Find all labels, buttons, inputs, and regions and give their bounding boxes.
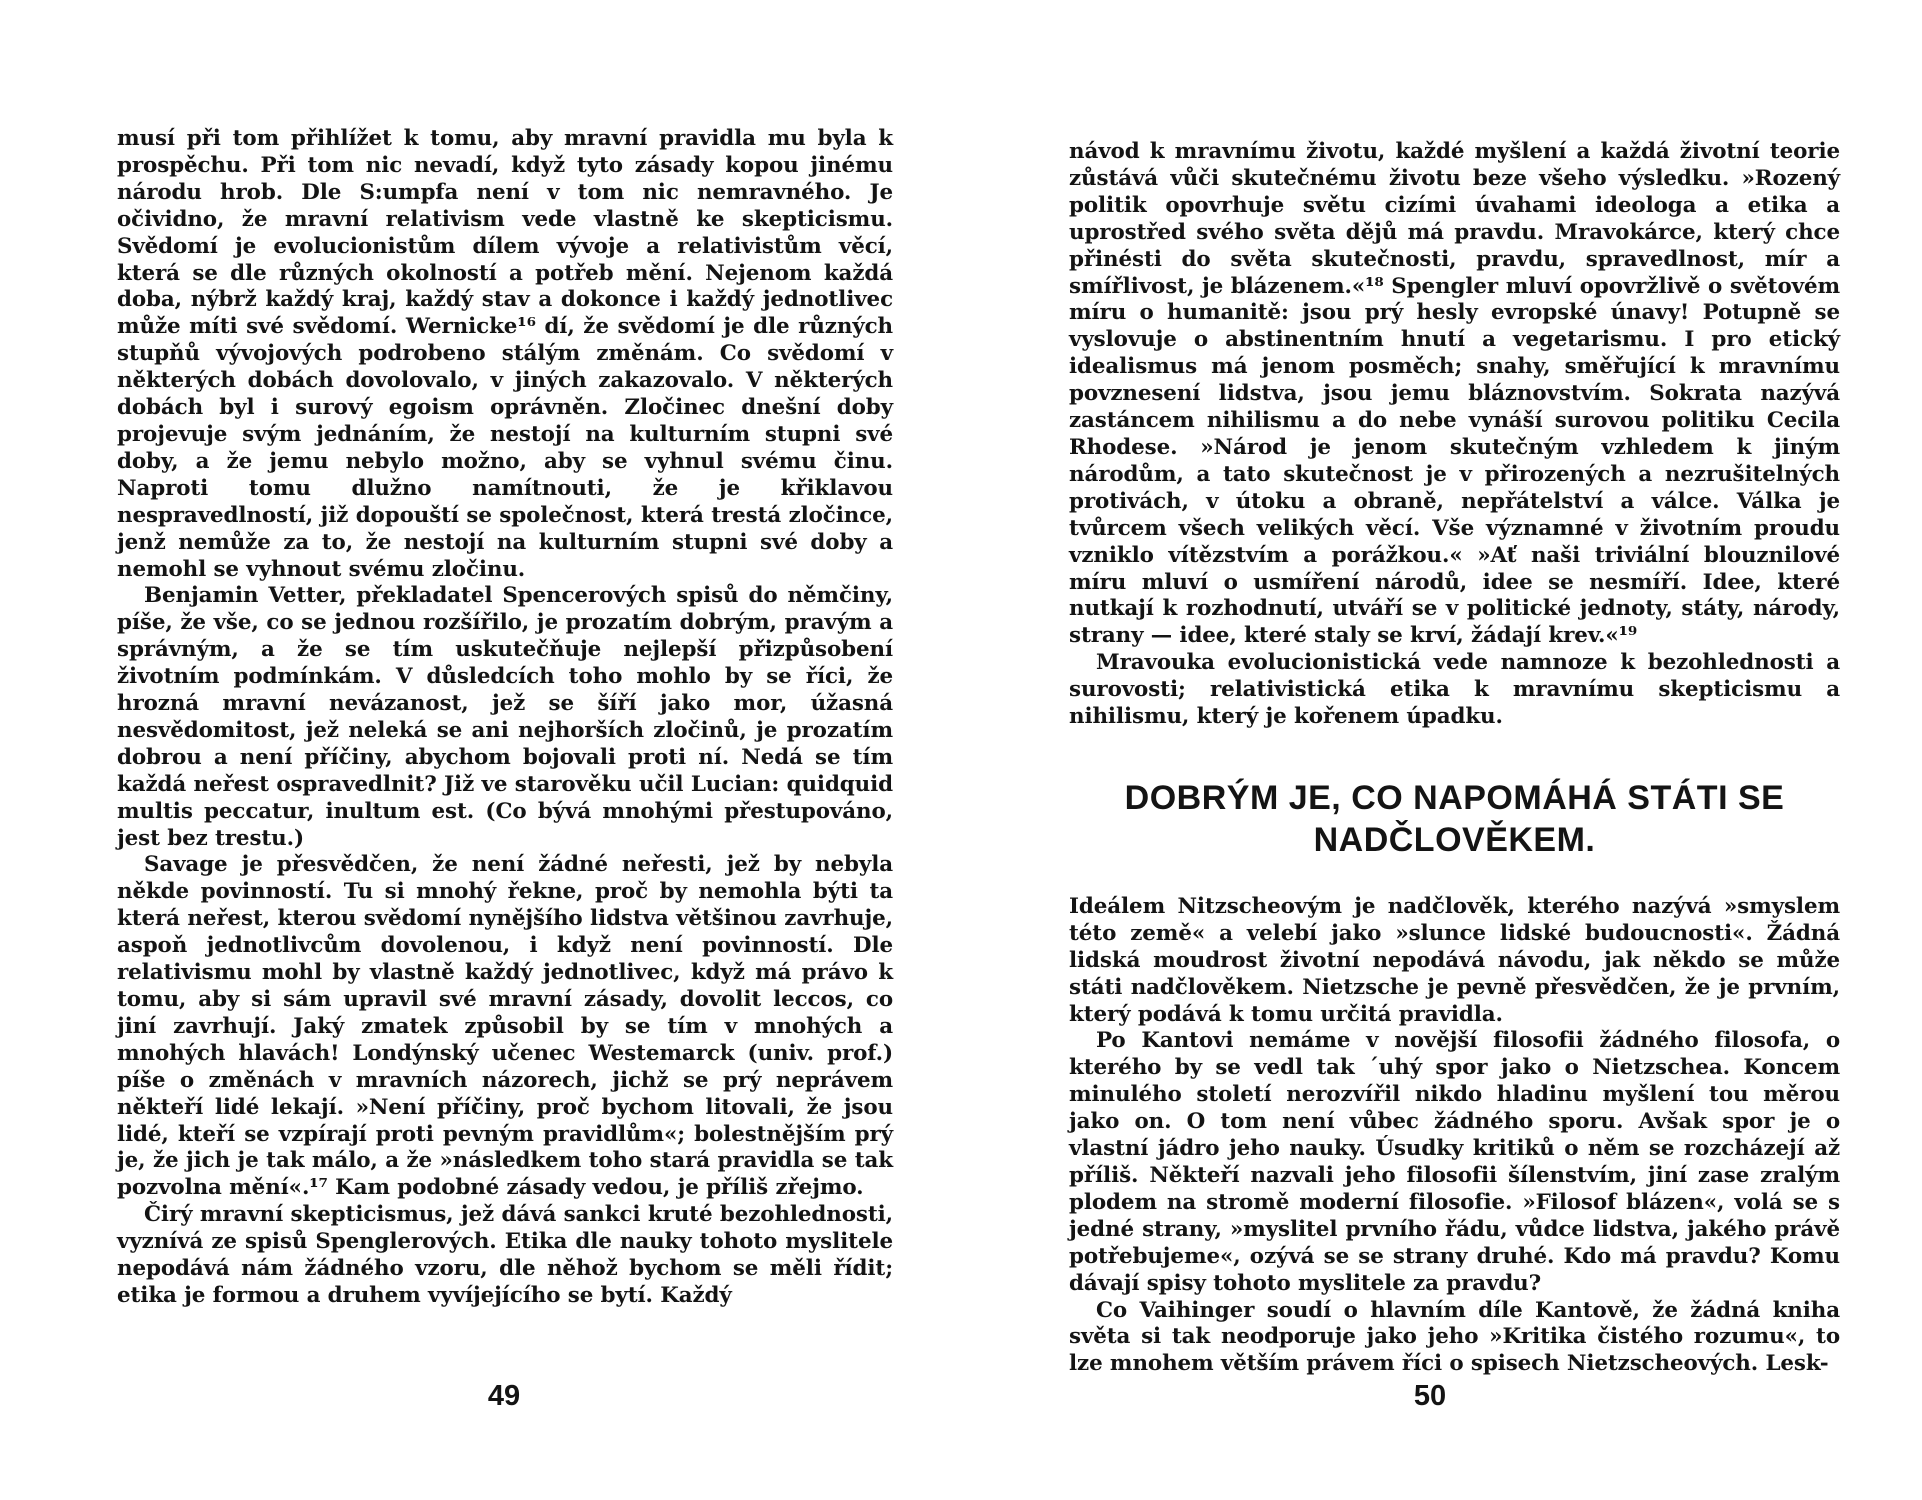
- page-number: 50: [1413, 1380, 1447, 1412]
- paragraph: Ideálem Nitzscheovým je nadčlověk, kterého nazývá »smyslem této země« a velebí jako »slunce lidské budoucnosti«. Žádná lidská moudrost životní nepodává návodu, jak někdo se může státi nadčlověkem. Nietzsche je pevně přesvědčen, že je prvním, který podává k tomu určitá pravidla.: [1069, 893, 1840, 1027]
- right-page-text: [1069, 139, 1840, 1378]
- paragraph: Savage je přesvědčen, že není žádné neřesti, jež by nebyla někde povinností. Tu si mnohý řekne, proč by nemohla býti ta která neřest, kterou svědomí nynějšího lidstva většinou zavrhuje, aspoň jednotlivcům dovolenou, i když není povinností. Dle relativismu mohl by vlastně každý jednotlivec, když má právo k tomu, aby si sám upravil své mravní zásady, dovolit leccos, co jiní zavrhují. Jaký zmatek způsobil by se tím v mnohých a mnohých hlavách! Londýnský učenec Westemarck (univ. prof.) píše o změnách v mravních názorech, jichž se prý neprávem někteří lidé lekají. »Není příčiny, proč bychom litovali, že jsou lidé, kteří se vzpírají proti pevným pravidlům«; bolestnějším prý je, že jich je tak málo, a že »následkem toho stará pravidla se tak pozvolna mění«.¹⁷ Kam podobné zásady vedou, je příliš zřejmo.: [117, 852, 893, 1201]
- paragraph: návod k mravnímu životu, každé myšlení a každá životní teorie zůstává vůči skutečnému životu beze všeho výsledku. »Rozený politik opovrhuje světu cizími úvahami ideologa a etika a uprostřed svého světa dějů má pravdu. Mravokárce, který chce přinésti do světa skutečnosti, pravdu, spravedlnost, mír a smířlivost, je blázenem.«¹⁸ Spengler mluví opovržlivě o světovém míru o humanitě: jsou prý hesly evropské únavy! Potupně se vyslovuje o abstinentním hnutí a vegetarismu. I pro etický idealismus má jenom posměch; snahy, směřující k mravnímu povznesení lidstva, jsou jemu bláznovstvím. Sokrata nazývá zastáncem nihilismu a do nebe vynáší surovou politiku Cecila Rhodese. »Národ je jenom skutečným vzhledem k jiným národům, a tato skutečnost je v přirozených a nezrušitelných protivách, v útoku a obraně, nepřátelství a válce. Válka je tvůrcem všech velikých věcí. Vše významné v životním proudu vzniklo vítězstvím a porážkou.« »Ať naši triviální blouznilové míru mluví o usmíření národů, idee se nesmíří. Idee, které nutkají k rozhodnutí, utváří se v politické jednoty, státy, národy, strany — idee, které staly se krví, žádají krev.«¹⁹: [1069, 139, 1840, 649]
- paragraph: musí při tom přihlížet k tomu, aby mravní pravidla mu byla k prospěchu. Při tom nic nevadí, když tyto zásady kopou jinému národu hrob. Dle S:umpfa není v tom nic nemravného. Je očividno, že mravní relativism vede vlastně ke skepticismu. Svědomí je evolucionistům dílem vývoje a relativistům věcí, která se dle různých okolností a potřeb mění. Nejenom každá doba, nýbrž každý kraj, každý stav a dokonce i každý jednotlivec může míti své svědomí. Wernicke¹⁶ dí, že svědomí je dle různých stupňů vývojových podrobeno stálým změnám. Co svědomí v některých dobách dovolovalo, v jiných zakazovalo. V některých dobách byl i surový egoism oprávněn. Zločinec dnešní doby projevuje svým jednáním, že nestojí na kulturním stupni své doby, a že jemu nebylo možno, aby se vyhnul svému činu. Naproti tomu dlužno namítnouti, že je křiklavou nespravedlností, již dopouští se společnost, která trestá zločince, jenž nemůže za to, že nestojí na kulturním stupni své doby a nemohl se vyhnout svému zločinu.: [117, 126, 893, 582]
- paragraph: Co Vaihinger soudí o hlavním díle Kantově, že žádná kniha světa si tak neodporuje jako jeho »Kritika čistého rozumu«, to lze mnohem větším právem říci o spisech Nietzscheových. Lesk-: [1069, 1297, 1840, 1377]
- paragraph: Čirý mravní skepticismus, jež dává sankci kruté bezohlednosti, vyznívá ze spisů Spenglerových. Etika dle nauky tohoto myslitele nepodává nám žádného vzoru, dle něhož bychom se měli řídit; etika je formou a druhem vyvíjejícího se bytí. Každý: [117, 1202, 893, 1308]
- section-heading: DOBRÝM JE, CO NAPOMÁHÁ STÁTI SE NADČLOVĚKEM.: [1124, 778, 1785, 859]
- paragraph: Mravouka evolucionistická vede namnoze k bezohlednosti a surovosti; relativistická etika k mravnímu skepticismu a nihilismu, který je kořenem úpadku.: [1069, 650, 1840, 730]
- right-page: [961, 0, 1922, 1500]
- page-number: 49: [487, 1380, 521, 1412]
- paragraph: Po Kantovi nemáme v novější filosofii žádného filosofa, o kterého by se vedl tak ´uhý spor jako o Nietzschea. Koncem minulého století nerozvířil nikdo hladinu myšlení tou měrou jako on. O tom není vůbec žádného sporu. Avšak spor je o vlastní jádro jeho nauky. Úsudky kritiků o něm se rozcházejí až příliš. Někteří nazvali jeho filosofii šílenstvím, jiní zase zralým plodem na stromě moderní filosofie. »Filosof blázen«, volá se s jedné strany, »myslitel prvního řádu, vůdce lidstva, jakého právě potřebujeme«, ozývá se se strany druhé. Kdo má pravdu? Komu dávají spisy tohoto myslitele za pravdu?: [1069, 1028, 1840, 1296]
- left-page-text: [117, 126, 893, 1310]
- paragraph: Benjamin Vetter, překladatel Spencerových spisů do němčiny, píše, že vše, co se jednou rozšířilo, je prozatím dobrým, pravým a správným, a že se tím uskutečňuje nejlepší přizpůsobení životním podmínkám. V důsledcích toho mohlo by se říci, že hrozná mravní nevázanost, jež se šíří jako mor, úžasná nesvědomitost, jež neleká se ani nejhorších zločinů, je prozatím dobrou a není příčiny, abychom bojovali proti ní. Nedá se tím každá neřest ospravedlnit? Již ve starověku učil Lucian: quidquid multis peccatur, inultum est. (Co bývá mnohými přestupováno, jest bez trestu.): [117, 583, 893, 851]
